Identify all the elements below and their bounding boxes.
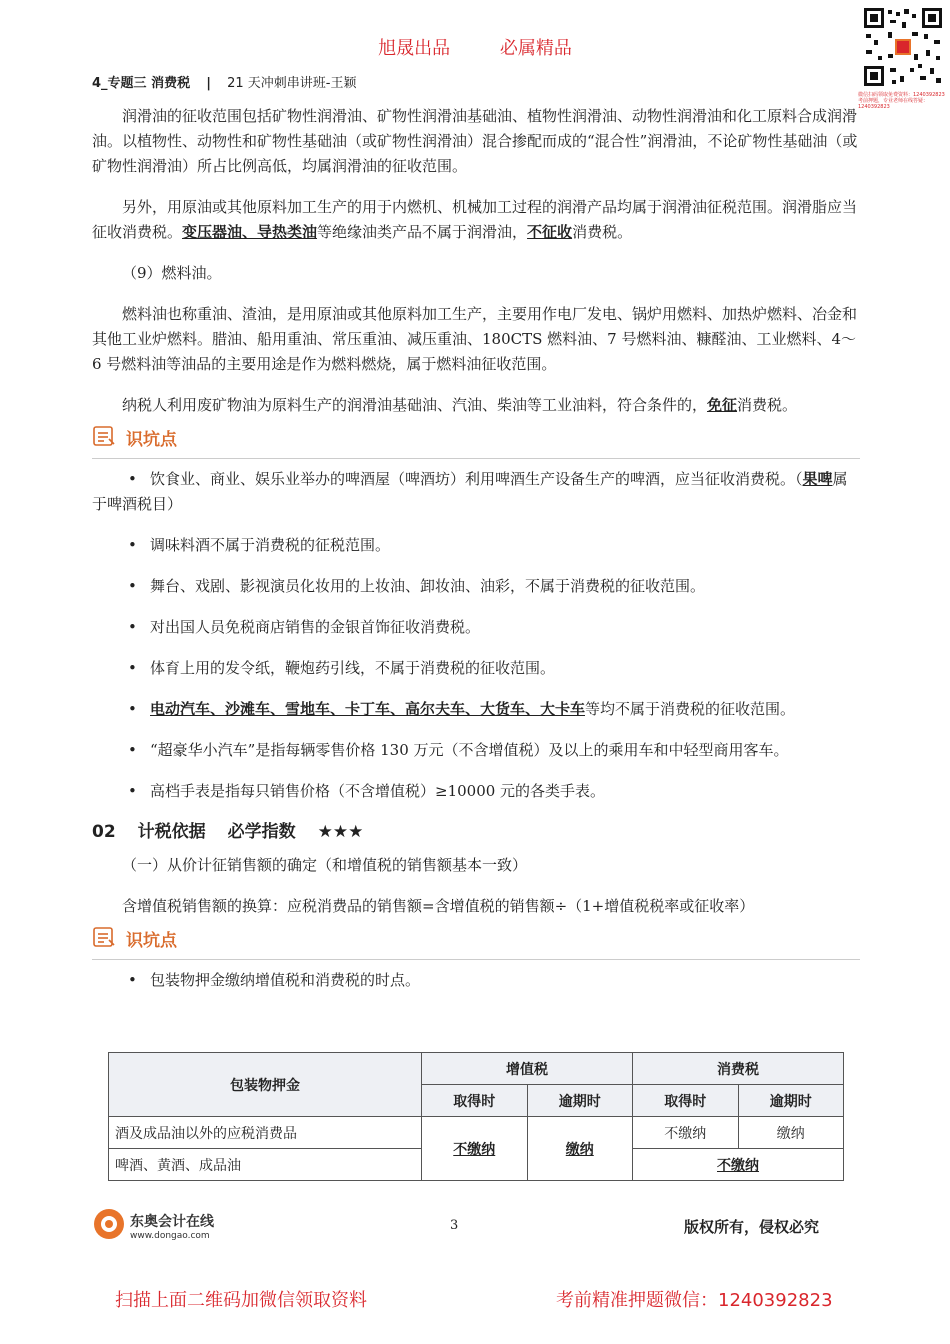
bullet-luxury-watch <box>92 779 860 804</box>
header-chapter: 4_专题三 消费税 <box>92 76 191 91</box>
p2-emphasis-transformer-oil: 变压器油、导热类油 <box>182 223 318 241</box>
p5-text-a: 纳税人利用废矿物油为原料生产的润滑油基础油、汽油、柴油等工业油料，符合条件的， <box>122 396 708 414</box>
qr-caption <box>858 92 948 110</box>
bottom-qr-note: 扫描上面二维码加微信领取资料 <box>115 1290 367 1311</box>
bullet-dot: • <box>128 470 137 488</box>
table-row1-label: 酒及成品油以外的应税消费品 <box>109 1117 422 1149</box>
copyright-notice: 版权所有，侵权必究 <box>684 1218 820 1236</box>
bullet-dot: • <box>128 700 137 718</box>
main-content <box>92 104 860 1009</box>
b8-text: 高档手表是指每只销售价格（不含增值税）≥10000 元的各类手表。 <box>150 782 606 800</box>
heading-stars: ★★★ <box>317 822 364 842</box>
section-pitfalls-1 <box>92 422 860 459</box>
p2-emphasis-not-levied: 不征收 <box>527 223 573 241</box>
header-course: 21 天冲刺串讲班-王颖 <box>227 76 357 91</box>
logo-mark-icon <box>92 1207 126 1245</box>
heading-index-label: 必学指数 <box>227 822 296 842</box>
bullet-stage-makeup <box>92 574 860 599</box>
bullet-dot: • <box>128 536 137 554</box>
section-title-text: 识坑点 <box>126 429 177 450</box>
heading-tax-basis <box>92 820 860 845</box>
table-ct-row1-overdue: 缴纳 <box>738 1117 844 1149</box>
bullet-dot: • <box>128 971 137 989</box>
b3-text: 舞台、戏剧、影视演员化妆用的上妆油、卸妆油、油彩，不属于消费税的征收范围。 <box>150 577 706 595</box>
table-vat-overdue: 缴纳 <box>527 1117 633 1181</box>
b7-text: “超豪华小汽车”是指每辆零售价格 130 万元（不含增值税）及以上的乘用车和中轻型商用客车。 <box>150 741 789 759</box>
paragraph-fuel-oil-heading: （9）燃料油。 <box>122 264 222 282</box>
table-header-ct-overdue: 逾期时 <box>738 1085 844 1117</box>
table-header-ct-obtain: 取得时 <box>633 1085 739 1117</box>
p5-emphasis-exempt: 免征 <box>707 396 738 414</box>
p2-text-c: 等绝缘油类产品不属于润滑油， <box>317 223 528 241</box>
bullet-cooking-wine <box>92 533 860 558</box>
bullet-dot: • <box>128 577 137 595</box>
table-header-vat-overdue: 逾期时 <box>527 1085 633 1117</box>
heading-number: 02 <box>92 822 116 842</box>
bullet-duty-free-jewelry <box>92 615 860 640</box>
banner-right: 必属精品 <box>499 38 572 59</box>
b1-text-c: 属于啤酒税目） <box>92 470 848 513</box>
table-ct-row2: 不缴纳 <box>633 1149 844 1181</box>
table-header-vat: 增值税 <box>422 1053 633 1085</box>
top-banner <box>0 34 950 60</box>
table-ct-row1-obtain: 不缴纳 <box>633 1117 739 1149</box>
p2-text-a: 另外，用原油或其他原料加工生产的用于内燃机、机械加工过程的润滑产品均属于润滑油征税范围。润滑脂应当征收消费税。 <box>92 198 858 241</box>
b5-text: 体育上用的发令纸，鞭炮药引线，不属于消费税的征收范围。 <box>150 659 556 677</box>
b1-emphasis-fruit-beer: 果啤 <box>802 470 833 488</box>
bullet-dot: • <box>128 782 137 800</box>
notepad-icon <box>92 925 116 957</box>
paragraph-lubricating-oil: 润滑油的征收范围包括矿物性润滑油、矿物性润滑油基础油、植物性润滑油、动物性润滑油和化工原料合成润滑油。以植物性、动物性和矿物性基础油（或矿物性润滑油）混合掺配而成的“混合性”润滑油，不论矿物性基础油（或矿物性润滑油）所占比例高低，均属润滑油的征收范围。 <box>92 107 858 175</box>
table-header-consumption: 消费税 <box>633 1053 844 1085</box>
bullet-beer-house <box>92 467 860 517</box>
table-row2-label: 啤酒、黄酒、成品油 <box>109 1149 422 1181</box>
paragraph-lubricating-extra <box>92 195 860 245</box>
bullet-deposit <box>92 968 860 993</box>
section-pitfalls-2 <box>92 923 860 960</box>
heading-title: 计税依据 <box>137 822 206 842</box>
table-corner: 包装物押金 <box>109 1053 422 1117</box>
logo-name: 东奥会计在线 <box>130 1214 214 1230</box>
b2-text: 调味料酒不属于消费税的征税范围。 <box>150 536 391 554</box>
qr-caption-line2: 考前押题，专业老师在线答疑：1240392823 <box>858 98 929 110</box>
b4-text: 对出国人员免税商店销售的金银首饰征收消费税。 <box>150 618 481 636</box>
bullet-starting-paper <box>92 656 860 681</box>
bullet-dot: • <box>128 618 137 636</box>
paragraph-waste-oil <box>92 393 860 418</box>
bullet-luxury-car <box>92 738 860 763</box>
logo-url: www.dongao.com <box>130 1231 210 1241</box>
paragraph-fuel-oil: 燃料油也称重油、渣油，是用原油或其他原料加工生产，主要用作电厂发电、锅炉用燃料、加热炉燃料、冶金和其他工业炉燃料。腊油、船用重油、常压重油、减压重油、180CTS 燃料油、7 号燃料油、糠醛油、工业燃料、4～6 号燃料油等油品的主要用途是作为燃料燃烧，属于燃料油征收范围。 <box>92 305 858 373</box>
table-vat-obtain: 不缴纳 <box>422 1117 528 1181</box>
qr-caption-line1: 微信扫码领取免费资料：1240392823 <box>858 92 945 98</box>
deposit-text: 包装物押金缴纳增值税和消费税的时点。 <box>150 971 421 989</box>
section-title-text: 识坑点 <box>126 930 177 951</box>
banner-left: 旭晟出品 <box>378 38 451 59</box>
page-header <box>92 72 356 91</box>
table-header-vat-obtain: 取得时 <box>422 1085 528 1117</box>
b6-emphasis-vehicles: 电动汽车、沙滩车、雪地车、卡丁车、高尔夫车、大货车、大卡车 <box>150 700 586 718</box>
header-separator: | <box>206 76 211 91</box>
bullet-dot: • <box>128 741 137 759</box>
qr-code <box>862 6 944 88</box>
bullet-dot: • <box>128 659 137 677</box>
p5-text-c: 消费税。 <box>737 396 798 414</box>
sub-sales-amount: （一）从价计征销售额的确定（和增值税的销售额基本一致） <box>122 856 528 874</box>
bottom-wechat-note: 考前精准押题微信：1240392823 <box>556 1290 833 1311</box>
b6-text: 等均不属于消费税的征收范围。 <box>585 700 796 718</box>
p2-text-e: 消费税。 <box>572 223 633 241</box>
sub-conversion-formula: 含增值税销售额的换算：应税消费品的销售额=含增值税的销售额÷（1+增值税税率或征收率） <box>122 897 755 915</box>
dongao-logo <box>92 1207 214 1245</box>
notepad-icon <box>92 424 116 456</box>
b1-text-a: 饮食业、商业、娱乐业举办的啤酒屋（啤酒坊）利用啤酒生产设备生产的啤酒，应当征收消费税。（ <box>150 470 803 488</box>
deposit-table <box>108 1052 844 1181</box>
bullet-vehicles <box>92 697 860 722</box>
page-number: 3 <box>450 1218 459 1233</box>
